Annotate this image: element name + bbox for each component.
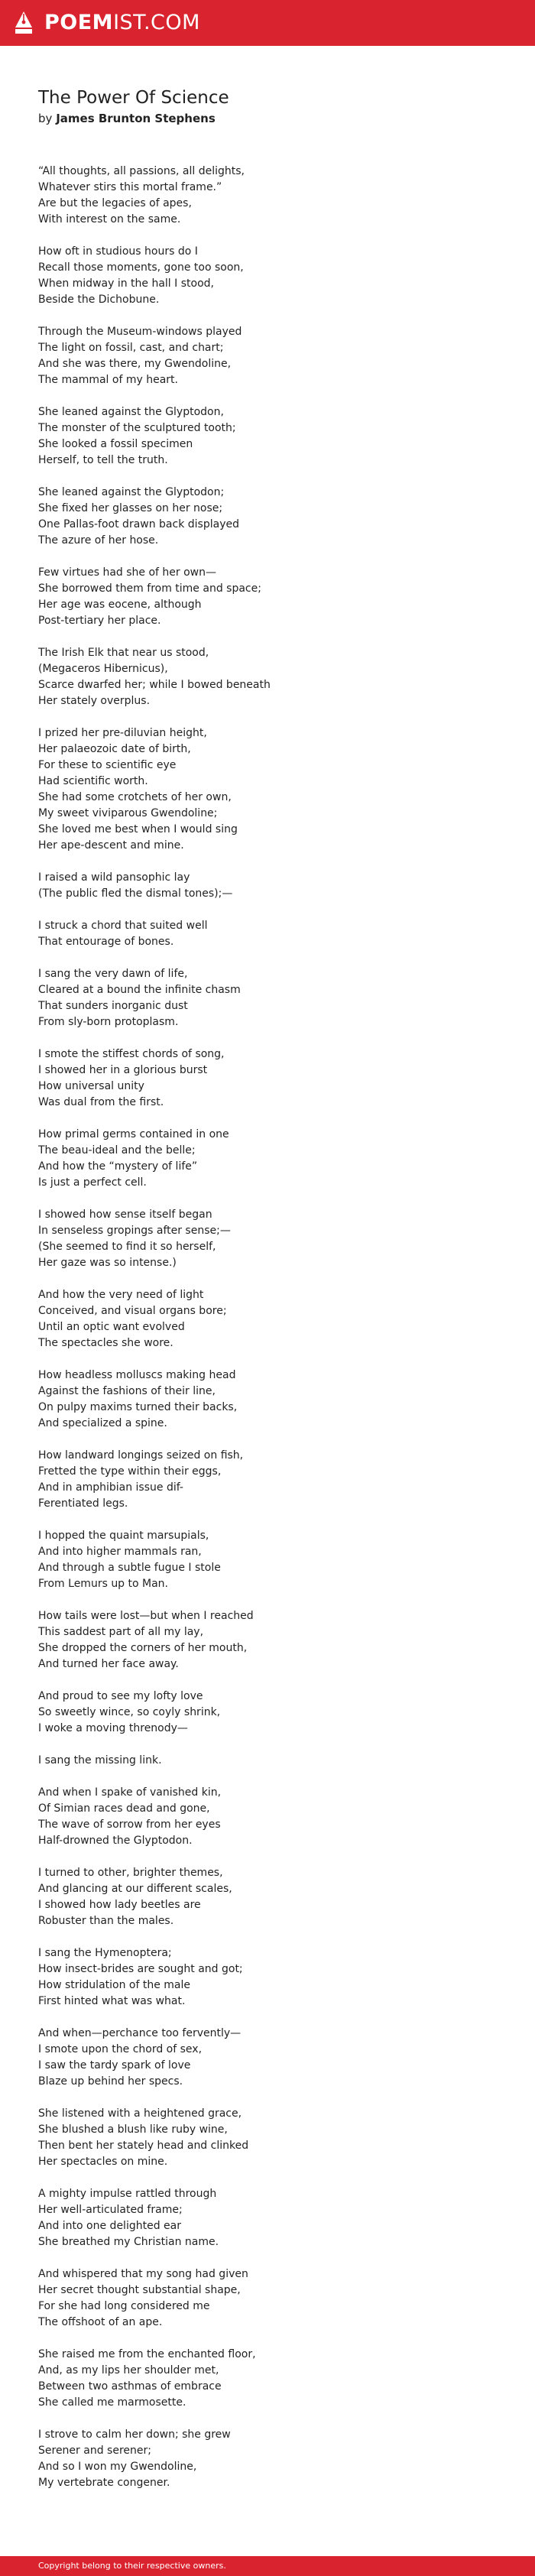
poem-line: First hinted what was what. — [38, 1995, 186, 2007]
poem-line: I struck a chord that suited well — [38, 920, 208, 932]
stanza — [38, 565, 497, 629]
poem-line: Her gaze was so intense.) — [38, 1257, 177, 1269]
stanza — [38, 2186, 497, 2250]
poem-line: Her stately overplus. — [38, 695, 151, 707]
poem-line: I sang the Hymenoptera; — [38, 1947, 172, 1959]
poem-line: How headless molluscs making head — [38, 1369, 236, 1381]
poem-line: She looked a fossil specimen — [38, 438, 193, 450]
poem-line: I sang the missing link. — [38, 1754, 162, 1767]
poem-line: How primal germs contained in one — [38, 1128, 229, 1140]
poem-line: Conceived, and visual organs bore; — [38, 1305, 227, 1317]
poem-line: Ferentiated legs. — [38, 1497, 128, 1510]
poem-line: I sang the very dawn of life, — [38, 968, 188, 980]
poem-line: And how the “mystery of life” — [38, 1160, 198, 1173]
poem-line: She leaned against the Glyptodon; — [38, 486, 225, 498]
stanza — [38, 870, 497, 902]
poem-line: One Pallas-foot drawn back displayed — [38, 518, 239, 530]
poem-line: Through the Museum-windows played — [38, 326, 242, 338]
poem-line: The spectacles she wore. — [38, 1337, 173, 1349]
stanza — [38, 2026, 497, 2090]
poem-line: And through a subtle fugue I stole — [38, 1562, 221, 1574]
poem-line: Whatever stirs this mortal frame.” — [38, 181, 222, 193]
poem-line: I saw the tardy spark of love — [38, 2059, 191, 2072]
poem-line: And she was there, my Gwendoline, — [38, 358, 232, 370]
poem-line: Scarce dwarfed her; while I bowed beneath — [38, 679, 271, 691]
stanza — [38, 2266, 497, 2331]
poem-line: I woke a moving threnody— — [38, 1722, 188, 1734]
poem-line: And into higher mammals ran, — [38, 1546, 202, 1558]
stanza — [38, 1753, 497, 1769]
poem-line: How insect-brides are sought and got; — [38, 1963, 243, 1975]
brand-light: IST.COM — [113, 11, 200, 34]
brand-bold: POEM — [44, 11, 114, 34]
poem-line: Her well-articulated frame; — [38, 2204, 183, 2216]
stanza — [38, 164, 497, 228]
poem-line: I raised a wild pansophic lay — [38, 871, 190, 884]
poem-line: My vertebrate congener. — [38, 2477, 170, 2489]
poem-line: Fretted the type within their eggs, — [38, 1465, 222, 1478]
poem-line: The monster of the sculptured tooth; — [38, 422, 236, 434]
stanza — [38, 1046, 497, 1111]
poem-line: The azure of her hose. — [38, 534, 159, 547]
stanza — [38, 1448, 497, 1512]
stanza — [38, 1127, 497, 1191]
stanza — [38, 244, 497, 308]
stanza — [38, 404, 497, 469]
poem-line: From sly-born protoplasm. — [38, 1016, 179, 1028]
poem-line: Her spectacles on mine. — [38, 2156, 168, 2168]
poem-line: She dropped the corners of her mouth, — [38, 1642, 248, 1654]
poem-line: She loved me best when I would sing — [38, 823, 238, 835]
poem-line: Are but the legacies of apes, — [38, 197, 192, 209]
poem-line: Her age was eocene, although — [38, 599, 202, 611]
poem-line: The beau-ideal and the belle; — [38, 1144, 196, 1157]
stanza — [38, 1528, 497, 1592]
stanza — [38, 1608, 497, 1672]
poem-line: And when—perchance too fervently— — [38, 2027, 242, 2039]
poem-line: How stridulation of the male — [38, 1979, 191, 1991]
stanza — [38, 1287, 497, 1351]
poem-line: And into one delighted ear — [38, 2220, 181, 2232]
poem-line: I hopped the quaint marsupials, — [38, 1530, 209, 1542]
poem-line: So sweetly wince, so coyly shrink, — [38, 1706, 221, 1718]
poem-line: How oft in studious hours do I — [38, 245, 198, 258]
byline — [38, 110, 497, 127]
poem-line: My sweet viviparous Gwendoline; — [38, 807, 218, 819]
poem-line: When midway in the hall I stood, — [38, 277, 214, 290]
poem-line: And so I won my Gwendoline, — [38, 2461, 197, 2473]
stanza — [38, 1945, 497, 2010]
poem-line: For she had long considered me — [38, 2300, 210, 2312]
poem-line: And specialized a spine. — [38, 1417, 167, 1429]
pen-nib-icon[interactable] — [14, 11, 34, 35]
stanza — [38, 1785, 497, 1849]
poem-line: How landward longings seized on fish, — [38, 1449, 244, 1462]
poem-line: She listened with a heightened grace, — [38, 2107, 242, 2120]
stanza — [38, 324, 497, 388]
poem-line: I strove to calm her down; she grew — [38, 2428, 231, 2441]
poem-line: On pulpy maxims turned their backs, — [38, 1401, 238, 1413]
poem-line: Is just a perfect cell. — [38, 1176, 147, 1189]
poem-line: A mighty impulse rattled through — [38, 2188, 217, 2200]
poem-line: This saddest part of all my lay, — [38, 1626, 204, 1638]
poem-line: I showed how sense itself began — [38, 1209, 212, 1221]
poem-line: And whispered that my song had given — [38, 2268, 248, 2280]
poem-line: Of Simian races dead and gone, — [38, 1802, 210, 1815]
poem-line: Beside the Dichobune. — [38, 294, 160, 306]
stanza — [38, 1367, 497, 1432]
poem-line: I smote the stiffest chords of song, — [38, 1048, 225, 1060]
poem-line: With interest on the same. — [38, 213, 181, 225]
footer-bar — [0, 2556, 535, 2576]
poem-line: I showed her in a glorious burst — [38, 1064, 208, 1076]
poem-line: She raised me from the enchanted floor, — [38, 2348, 256, 2360]
poem-line: Blaze up behind her specs. — [38, 2075, 183, 2088]
poem-line: Had scientific worth. — [38, 775, 148, 787]
poem-line: She borrowed them from time and space; — [38, 582, 261, 595]
poem-line: How universal unity — [38, 1080, 144, 1092]
stanza — [38, 2427, 497, 2491]
poem-line: Her ape-descent and mine. — [38, 839, 184, 852]
poem-line: Post-tertiary her place. — [38, 615, 161, 627]
poem-line: She leaned against the Glyptodon, — [38, 406, 224, 418]
stanza — [38, 645, 497, 709]
stanza — [38, 1689, 497, 1737]
poem-line: “All thoughts, all passions, all delights, — [38, 165, 245, 177]
poem-line: (Megaceros Hibernicus), — [38, 663, 168, 675]
poem-line: She had some crotchets of her own, — [38, 791, 232, 803]
poem-line: (The public fled the dismal tones);— — [38, 887, 233, 900]
poem-line: I prized her pre-diluvian height, — [38, 727, 207, 739]
poem-line: And, as my lips her shoulder met, — [38, 2364, 219, 2376]
poem-line: I turned to other, brighter themes, — [38, 1867, 223, 1879]
poem-line: And proud to see my lofty love — [38, 1690, 203, 1702]
poem-line: She blushed a blush like ruby wine, — [38, 2123, 228, 2136]
top-bar — [0, 0, 535, 46]
poem-line: And glancing at our different scales, — [38, 1883, 232, 1895]
poem-line: Between two asthmas of embrace — [38, 2380, 222, 2393]
copyright-text: Copyright belong to their respective owners. — [38, 2561, 226, 2571]
poem-line: Her palaeozoic date of birth, — [38, 743, 191, 755]
poem-line: Robuster than the males. — [38, 1915, 174, 1927]
poem-line: Against the fashions of their line, — [38, 1385, 216, 1397]
poem-line: The offshoot of an ape. — [38, 2316, 163, 2328]
poem-line: Herself, to tell the truth. — [38, 454, 168, 466]
poem-line: From Lemurs up to Man. — [38, 1578, 169, 1590]
poem-line: The Irish Elk that near us stood, — [38, 647, 209, 659]
poem-line: She fixed her glasses on her nose; — [38, 502, 223, 514]
poem-line: That sunders inorganic dust — [38, 1000, 188, 1012]
stanza — [38, 1865, 497, 1929]
poem-line: I smote upon the chord of sex, — [38, 2043, 203, 2055]
poem-line: In senseless gropings after sense;— — [38, 1225, 231, 1237]
by-prefix: by — [38, 112, 53, 125]
stanza — [38, 2347, 497, 2411]
poem-line: Was dual from the first. — [38, 1096, 164, 1108]
poem-line: And how the very need of light — [38, 1289, 204, 1301]
poem-body — [38, 164, 497, 2491]
poem-line: And when I spake of vanished kin, — [38, 1786, 222, 1799]
poem-line: The mammal of my heart. — [38, 374, 178, 386]
poem-line: Then bent her stately head and clinked — [38, 2140, 249, 2152]
poem-line: And turned her face away. — [38, 1658, 179, 1670]
poem-title: The Power Of Science — [38, 88, 229, 108]
stanza — [38, 918, 497, 950]
stanza — [38, 725, 497, 854]
poem-line: Recall those moments, gone too soon, — [38, 261, 244, 274]
stanza — [38, 2106, 497, 2170]
stanza — [38, 966, 497, 1030]
poem-line: (She seemed to find it so herself, — [38, 1241, 216, 1253]
poem-line: Few virtues had she of her own— — [38, 566, 216, 579]
poem-line: And in amphibian issue dif- — [38, 1481, 183, 1494]
site-logo[interactable] — [44, 9, 200, 37]
poem-line: Cleared at a bound the infinite chasm — [38, 984, 241, 996]
author-name: James Brunton Stephens — [56, 112, 216, 125]
poem-line: The light on fossil, cast, and chart; — [38, 342, 224, 354]
poem-line: Until an optic want evolved — [38, 1321, 185, 1333]
poem-line: Serener and serener; — [38, 2445, 151, 2457]
poem-line: For these to scientific eye — [38, 759, 177, 771]
poem-line: She breathed my Christian name. — [38, 2236, 219, 2248]
poem-line: She called me marmosette. — [38, 2396, 186, 2409]
poem-line: I showed how lady beetles are — [38, 1899, 201, 1911]
poem-line: Half-drowned the Glyptodon. — [38, 1835, 193, 1847]
poem-line: How tails were lost—but when I reached — [38, 1610, 254, 1622]
poem-content — [38, 86, 497, 2507]
poem-line: That entourage of bones. — [38, 936, 174, 948]
stanza — [38, 485, 497, 549]
poem-line: The wave of sorrow from her eyes — [38, 1818, 221, 1831]
stanza — [38, 1207, 497, 1271]
poem-line: Her secret thought substantial shape, — [38, 2284, 241, 2296]
